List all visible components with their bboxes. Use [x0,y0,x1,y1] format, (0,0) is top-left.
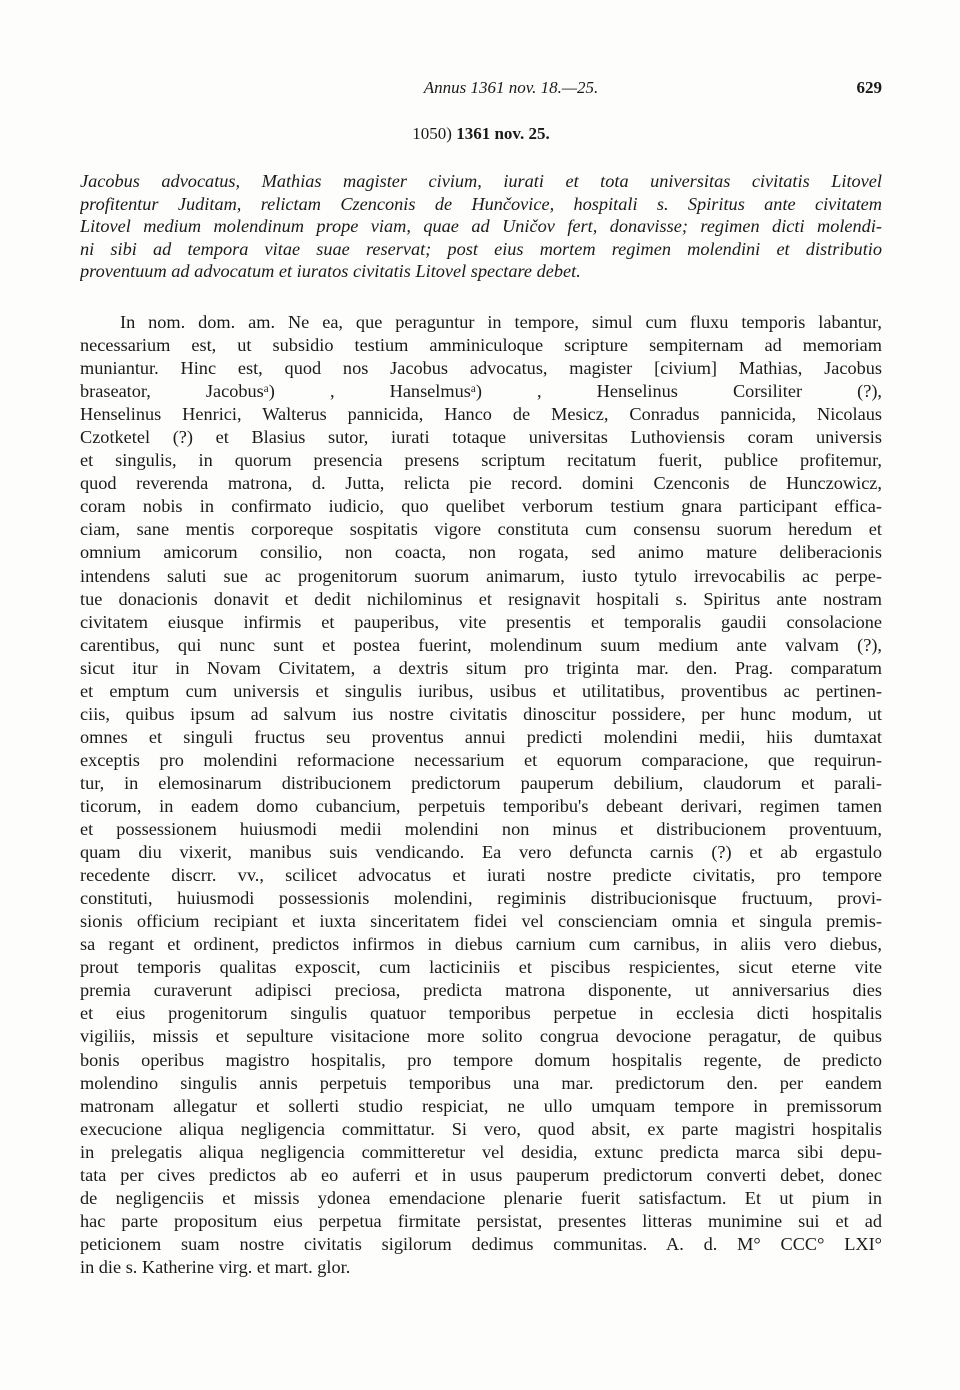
page-header [80,74,882,102]
text-line: coram nobis in confirmato iudicio, quo quelibet verborum testium gnara participant effica- [80,496,882,517]
text-line: omnium amicorum consilio, non coacta, non rogata, sed animo mature deliberacionis [80,542,882,563]
text-line: in die s. Katherine virg. et mart. glor. [80,1256,351,1277]
text-line: necessarium est, ut subsidio testium amminiculoque scripture sempiternam ad memoriam [80,335,882,356]
text-line: de negligenciis et missis ydonea emendacione plenarie fuerit satisfactum. Et ut pium in [80,1187,882,1208]
summary-line: proventuum ad advocatum et iuratos civitatis Litovel spectare debet. [80,261,581,281]
text-line: molendino singulis annis perpetuis temporibus una mar. predictorum den. per eandem [80,1072,882,1093]
text-line: sionis officium recipiant et iuxta sinceritatem fidei vel conscienciam omnia et singula premis- [80,911,882,932]
text-line: bonis operibus magistro hospitalis, pro tempore domum hospitalis regente, de predicto [80,1049,882,1070]
text-line: et eius progenitorum singulis quatuor temporibus perpetue in ecclesia dicti hospitalis [80,1003,882,1024]
text-line: muniantur. Hinc est, quod nos Jacobus advocatus, magister [civium] Mathias, Jacobus [80,358,882,379]
text-line: constituti, huiusmodi possessionis molendini, regiminis distribucionisque fructuum, provi- [80,888,882,909]
text-line: Henselinus Henrici, Walterus pannicida, Hanco de Mesicz, Conradus pannicida, Nicolaus [80,404,882,425]
text-line: premia curaverunt adipisci preciosa, predicta matrona disponente, ut anniversarius dies [80,980,882,1001]
document-date: 1361 nov. 25. [456,124,550,143]
text-line: omnes et singuli fructus seu proventus annui predicti molendini medii, hiis dumtaxat [80,726,882,747]
text-line: recedente discrr. vv., scilicet advocatus et iurati nostre predicte civitatis, pro tempore [80,865,882,886]
text-line: tur, in elemosinarum distribucionem predictorum pauperum debilium, claudorum et parali- [80,772,882,793]
text-line: In nom. dom. am. Ne ea, que peraguntur in tempore, simul cum fluxu temporis labantur, [120,312,882,332]
text-line: execucione aliqua negligencia committatur. Si vero, quod absit, ex parte magistri hospitalis [80,1118,882,1139]
text-line: et emptum cum universis et singulis iuribus, usibus et utilitatibus, proventibus ac pertinen- [80,680,882,701]
summary-line: Jacobus advocatus, Mathias magister civium, iurati et tota universitas civitatis Litovel [80,171,882,191]
page-number: 629 [856,78,882,97]
text-line: exceptis pro molendini reformacione necessarium et equorum comparacione, que requirun- [80,749,882,770]
text-line: tue donacionis donavit et dedit nichilominus et resignavit hospitali s. Spiritus ante nostram [80,588,882,609]
text-line: vigiliis, missis et sepulture visitacione more solito congrua devocione peragatur, de quibus [80,1026,882,1047]
text-line: peticionem suam nostre civitatis sigilorum dedimus communitas. A. d. M° CCC° LXI° [80,1233,882,1254]
text-line: carentibus, qui nunc sunt et postea fuerint, molendinum suum medium ante valvam (?), [80,634,882,655]
text-line: braseator, Jacobusᵃ) , Hanselmusᵃ) , Henselinus Corsiliter (?), [80,381,882,402]
text-line: quod reverenda matrona, d. Jutta, relicta pie record. domini Czenconis de Hunczowicz, [80,473,882,494]
text-line: et possessionem huiusmodi medii molendini non minus et distribucionem proventuum, [80,819,882,840]
text-line: in prelegatis aliqua negligencia committeretur vel desidia, extunc predicta marca sibi depu- [80,1141,882,1162]
text-line: ciis, quibus ipsum ad salvum ius nostre civitatis dinoscitur possidere, per hunc modum, ut [80,703,882,724]
text-line: ciam, sane mentis corporeque sospitatis vigore constituta cum consensu suorum heredum et [80,519,882,540]
document-number: 1050) [412,124,452,143]
text-line: tata per cives predictos ab eo auferri et in usus pauperum predictorum converti debet, donec [80,1164,882,1185]
text-line: civitatem eiusque infirmis et pauperibus, vite presentis et temporalis gaudii consolacione [80,611,882,632]
text-line: ticorum, in eadem domo cubancium, perpetuis temporibu's debeant derivari, regimen tamen [80,795,882,816]
text-line: prout temporis qualitas exposcit, cum lacticiniis et piscibus respicientes, sicut eterne vite [80,957,882,978]
regest-summary [80,170,882,283]
summary-line: Litovel medium molendinum prope viam, quae ad Uničov fert, donavisse; regimen dicti molendi- [80,216,882,236]
text-line: quam diu vixerit, manibus suis vendicando. Ea vero defuncta carnis (?) et ab ergastulo [80,842,882,863]
text-line: et singulis, in quorum presencia presens scriptum recitatum fuerit, publice profitemur, [80,450,882,471]
summary-line: ni sibi ad tempora vitae suae reservat; post eius mortem regimen molendini et distributio [80,238,882,259]
text-line: sa regant et ordinent, predictos infirmos in diebus carnium cum carnibus, in aliis vero diebus, [80,934,882,955]
charter-text [80,311,882,1279]
text-line: hac parte propositum eius perpetua firmitate persistat, presentes litteras munimine sui et ad [80,1210,882,1231]
document-heading [80,124,882,144]
running-head: Annus 1361 nov. 18.—25. [423,78,599,97]
summary-line: profitentur Juditam, relictam Czenconis de Hunčovice, hospitali s. Spiritus ante civitatem [80,193,882,214]
text-line: intendens saluti sue ac progenitorum suorum animarum, iusto tytulo irrevocabilis ac perpe- [80,565,882,586]
text-line: Czotketel (?) et Blasius sutor, iurati totaque universitas Luthoviensis coram universis [80,427,882,448]
text-line: sicut itur in Novam Civitatem, a dextris situm pro triginta mar. den. Prag. comparatum [80,657,882,678]
text-line: matronam allegatur et sollerti studio respiciat, ne ullo umquam tempore in premissorum [80,1095,882,1116]
